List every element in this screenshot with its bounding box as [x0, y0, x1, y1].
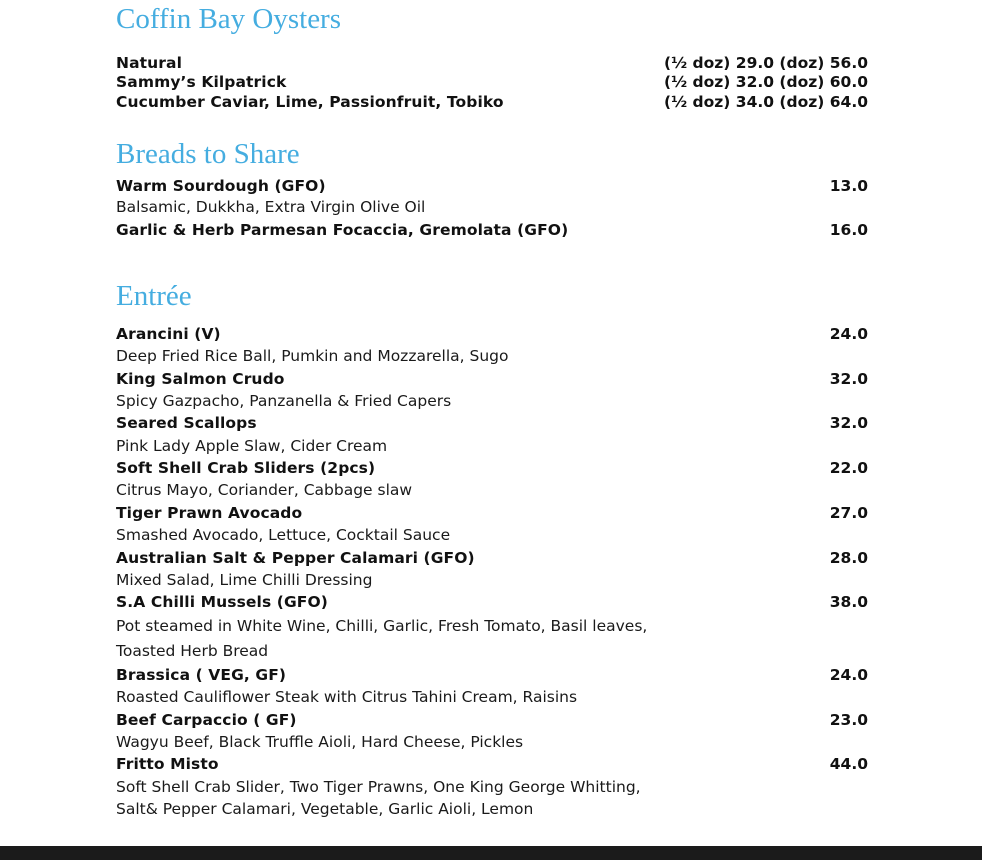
section-title-breads: Breads to Share — [116, 138, 300, 170]
item-description: Smashed Avocado, Lettuce, Cocktail Sauce — [116, 526, 451, 544]
item-price: (½ doz) 29.0 (doz) 56.0 — [664, 54, 868, 72]
item-description: Mixed Salad, Lime Chilli Dressing — [116, 571, 373, 589]
item-name: Soft Shell Crab Sliders (2pcs) — [116, 459, 376, 477]
menu-item — [116, 54, 868, 74]
item-name: Beef Carpaccio ( GF) — [116, 711, 297, 729]
menu-item — [116, 73, 868, 93]
item-price: 27.0 — [829, 504, 868, 522]
item-name: Sammy’s Kilpatrick — [116, 73, 287, 91]
item-description: Balsamic, Dukkha, Extra Virgin Olive Oil — [116, 198, 426, 216]
menu-item — [116, 221, 868, 241]
item-name: Garlic & Herb Parmesan Focaccia, Gremolata (GFO) — [116, 221, 569, 239]
item-name: Australian Salt & Pepper Calamari (GFO) — [116, 549, 475, 567]
item-name: King Salmon Crudo — [116, 370, 285, 388]
section-title-oysters: Coffin Bay Oysters — [116, 3, 342, 35]
menu-item — [116, 459, 868, 479]
item-price: (½ doz) 34.0 (doz) 64.0 — [664, 93, 868, 111]
item-name: Warm Sourdough (GFO) — [116, 177, 326, 195]
menu-item — [116, 414, 868, 434]
item-name: Cucumber Caviar, Lime, Passionfruit, Tobiko — [116, 93, 504, 111]
menu-item — [116, 755, 868, 775]
menu-item — [116, 93, 868, 113]
item-price: 24.0 — [829, 325, 868, 343]
item-price: 32.0 — [829, 370, 868, 388]
item-description: Deep Fried Rice Ball, Pumkin and Mozzarella, Sugo — [116, 347, 509, 365]
item-description: Pink Lady Apple Slaw, Cider Cream — [116, 437, 388, 455]
item-name: Brassica ( VEG, GF) — [116, 666, 287, 684]
menu-item — [116, 549, 868, 569]
item-name: Natural — [116, 54, 182, 72]
menu-item — [116, 370, 868, 390]
item-name: Arancini (V) — [116, 325, 221, 343]
menu-item — [116, 325, 868, 345]
item-name: S.A Chilli Mussels (GFO) — [116, 593, 328, 611]
item-description: Citrus Mayo, Coriander, Cabbage slaw — [116, 481, 413, 499]
item-name: Tiger Prawn Avocado — [116, 504, 303, 522]
item-price: 23.0 — [829, 711, 868, 729]
menu-item — [116, 177, 868, 197]
item-price: 22.0 — [829, 459, 868, 477]
item-price: 28.0 — [829, 549, 868, 567]
item-price: 13.0 — [829, 177, 868, 195]
menu-item — [116, 711, 868, 731]
item-name: Fritto Misto — [116, 755, 219, 773]
item-price: 24.0 — [829, 666, 868, 684]
item-description-line2: Toasted Herb Bread — [116, 642, 269, 660]
item-price: 38.0 — [829, 593, 868, 611]
item-name: Seared Scallops — [116, 414, 257, 432]
item-price: 44.0 — [829, 755, 868, 773]
item-price: (½ doz) 32.0 (doz) 60.0 — [664, 73, 868, 91]
item-description: Pot steamed in White Wine, Chilli, Garlic, Fresh Tomato, Basil leaves, — [116, 617, 648, 635]
section-title-entree: Entrée — [116, 280, 192, 312]
item-price: 32.0 — [829, 414, 868, 432]
menu-item — [116, 666, 868, 686]
item-description: Wagyu Beef, Black Truffle Aioli, Hard Cheese, Pickles — [116, 733, 524, 751]
footer-bar — [0, 846, 982, 860]
item-price: 16.0 — [829, 221, 868, 239]
item-description: Spicy Gazpacho, Panzanella & Fried Capers — [116, 392, 452, 410]
item-description-line2: Salt& Pepper Calamari, Vegetable, Garlic Aioli, Lemon — [116, 800, 534, 818]
item-description: Soft Shell Crab Slider, Two Tiger Prawns, One King George Whitting, — [116, 778, 641, 796]
menu-item — [116, 504, 868, 524]
item-description: Roasted Cauliflower Steak with Citrus Tahini Cream, Raisins — [116, 688, 578, 706]
menu-item — [116, 593, 868, 613]
